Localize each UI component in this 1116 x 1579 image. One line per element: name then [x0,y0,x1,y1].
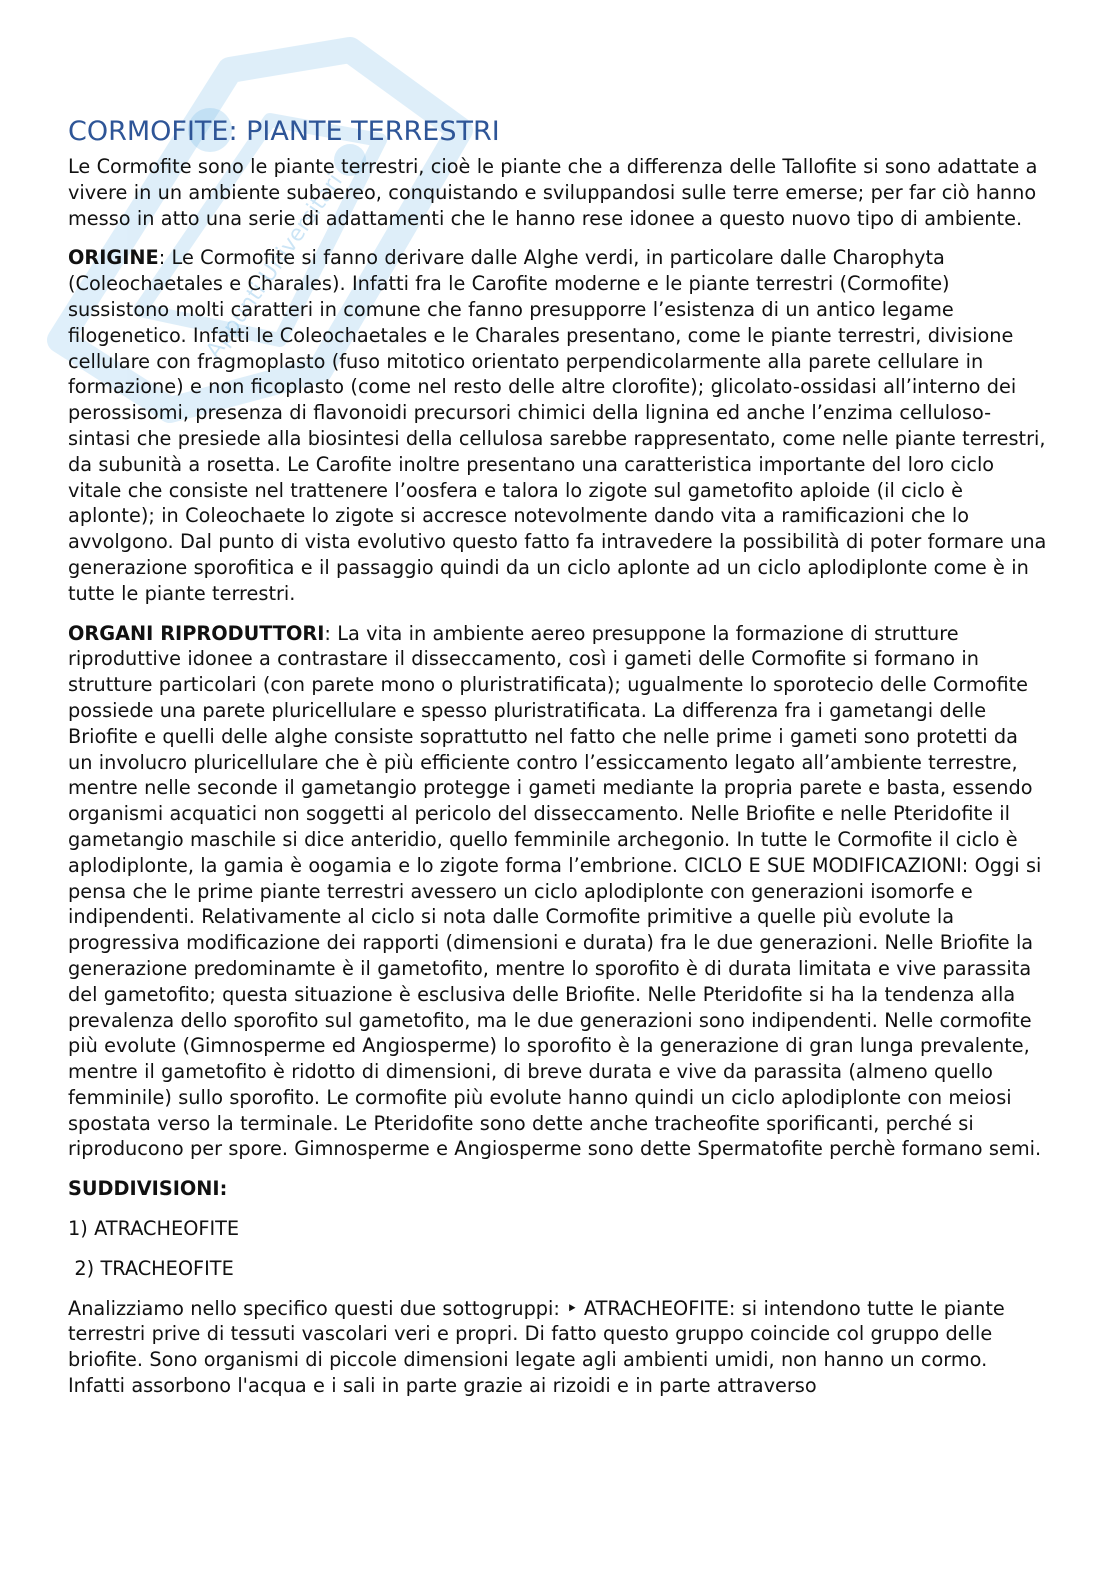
analisi-paragraph: Analizziamo nello specifico questi due sottogruppi: ‣ ATRACHEOFITE: si intendono tutte le piante terrestri prive di tessuti vascolari veri e propri. Di fatto questo gruppo coincide col gruppo delle briofite. Sono organismi di piccole dimensioni legate agli ambienti umidi, non hanno un cormo. Infatti assorbono l'acqua e i sali in parte grazie ai rizoidi e in parte attraverso [68,1296,1005,1398]
document-page [68,112,1048,1413]
organi-paragraph [68,621,1048,1163]
organi-text: : La vita in ambiente aereo presuppone la formazione di strutture riproduttive idonee a contrastare il disseccamento, così i gameti delle Cormofite si formano in strutture particolari (con parete mono o pluristratificata); ugualmente lo sporotecio delle Cormofite possiede una parete pluricellulare e spesso pluristratificata. La differenza fra i gametangi delle Briofite e quelli delle alghe consiste soprattutto nel fatto che nelle prime i gameti sono protetti da un involucro pluricellulare che è più efficiente contro l’essiccamento legato all’ambiente terrestre, mentre nelle seconde il gametangio protegge i gameti mediante la propria parete e basta, essendo organismi acquatici non soggetti al pericolo del disseccamento. Nelle Briofite e nelle Pteridofite il gametangio maschile si dice anteridio, quello femminile archegonio. In tutte le Cormofite il ciclo è aplodiplonte, la gamia è oogamia e lo zigote forma l’embrione. CICLO E SUE MODIFICAZIONI: Oggi si pensa che le prime piante terrestri avessero un ciclo aplodiplonte con generazioni isomorfe e indipendenti. Relativamente al ciclo si nota dalle Cormofite primitive a quelle più evolute la progressiva modificazione dei rapporti (dimensioni e durata) fra le due generazioni. Nelle Briofite la generazione predominamte è il gametofito, mentre lo sporofito è di durata limitata e vive parassita del gametofito; questa situazione è esclusiva delle Briofite. Nelle Pteridofite si ha la tendenza alla prevalenza dello sporofito sul gametofito, ma le due generazioni sono indipendenti. Nelle cormofite più evolute (Gimnosperme ed Angiosperme) lo sporofito è la generazione di gran lunga prevalente, mentre il gametofito è ridotto di dimensioni, di breve durata e vive da parassita (almeno quello femminile) sullo sporofito. Le cormofite più evolute hanno quindi un ciclo aplodiplonte con meiosi spostata verso la terminale. Le Pteridofite sono dette anche tracheofite sporificanti, perché si riproducono per spore. Gimnosperme e Angiosperme sono dette Spermatofite perchè formano semi. [68,621,1042,1161]
list-item-atracheofite: 1) ATRACHEOFITE [68,1217,240,1241]
origine-paragraph [68,245,1048,606]
origine-heading: ORIGINE [68,246,159,270]
origine-text: : Le Cormofite si fanno derivare dalle Alghe verdi, in particolare dalle Charophyta (Coleochaetales e Charales). Infatti fra le Carofite moderne e le piante terrestri (Cormofite) sussistono molti caratteri in comune che fanno presupporre l’esistenza di un antico legame filogenetico. Infatti le Coleochaetales e le Charales presentano, come le piante terrestri, divisione cellulare con fragmoplasto (fuso mitotico orientato perpendicolarmente alla parete cellulare in formazione) e non ficoplasto (come nel resto delle altre clorofite); glicolato-ossidasi all’interno dei perossisomi, presenza di flavonoidi precursori chimici della lignina ed anche l’enzima celluloso-sintasi che presiede alla biosintesi della cellulosa sarebbe rappresentato, come nelle piante terrestri, da subunità a rosetta. Le Carofite inoltre presentano una caratteristica importante del loro ciclo vitale che consiste nel trattenere l’oosfera e talora lo zigote sul gametofito aploide (il ciclo è aplonte); in Coleochaete lo zigote si accresce notevolmente dando vita a ramificazioni che lo avvolgono. Dal punto di vista evolutivo questo fatto fa intravedere la possibilità di poter formare una generazione sporofitica e il passaggio quindi da un ciclo aplonte ad un ciclo aplodiplonte come è in tutte le piante terrestri. [68,246,1047,605]
suddivisioni-label: SUDDIVISIONI: [68,1177,228,1201]
page-title: CORMOFITE: PIANTE TERRESTRI [68,116,500,147]
intro-paragraph: Le Cormofite sono le piante terrestri, cioè le piante che a differenza delle Tallofite si sono adattate a vivere in un ambiente subaereo, conquistando e sviluppandosi sulle terre emerse; per far ciò hanno messo in atto una serie di adattamenti che le hanno rese idonee a questo nuovo tipo di ambiente. [68,155,1038,230]
suddivisioni-heading [68,1176,1048,1202]
watermark-text: Appunti Universitari [201,169,348,364]
list-item-tracheofite: 2) TRACHEOFITE [68,1256,234,1280]
organi-heading: ORGANI RIPRODUTTORI [68,621,325,645]
